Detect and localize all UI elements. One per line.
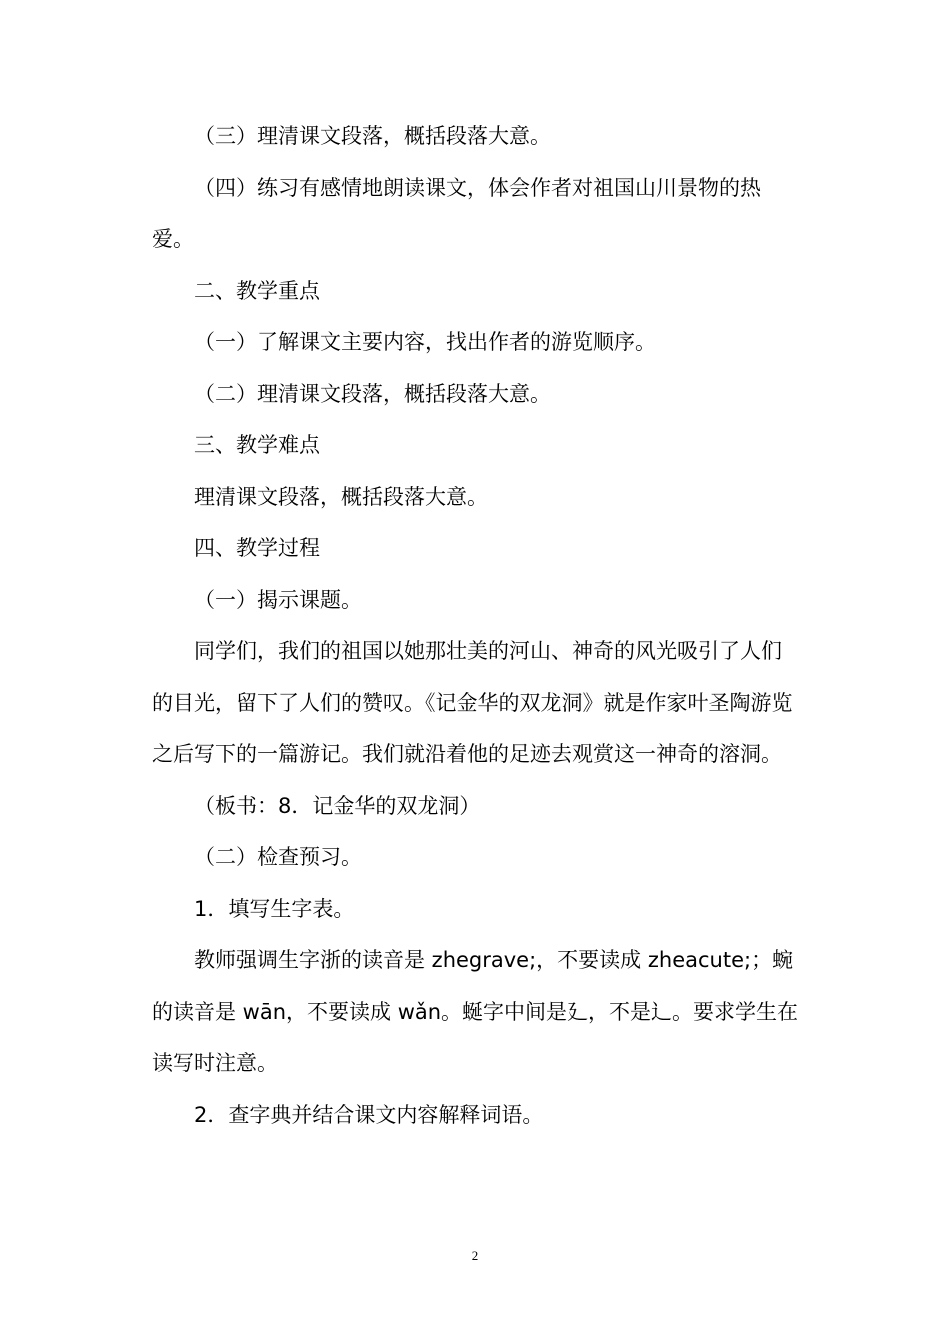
page-number: 2 xyxy=(471,1248,479,1263)
task-2: 2．查字典并结合课文内容解释词语。 xyxy=(194,1102,544,1127)
objective-3: （三）理清课文段落，概括段落大意。 xyxy=(194,124,551,148)
key-point-1: （一）了解课文主要内容，找出作者的游览顺序。 xyxy=(194,330,656,354)
blackboard-note: （板书：8．记金华的双龙洞） xyxy=(194,793,481,818)
difficulty-1: 理清课文段落，概括段落大意。 xyxy=(194,484,488,509)
process-step-2: （二）检查预习。 xyxy=(194,845,362,869)
intro-paragraph: 同学们，我们的祖国以她那壮美的河山、神奇的风光吸引了人们的目光，留下了人们的赞叹。《记金华的双龙洞》就是作家叶圣陶游览之后写下的一篇游记。我们就沿着他的足迹去观赏这一神奇的溶洞。 xyxy=(152,639,793,766)
pronunciation-note: 教师强调生字浙的读音是 zhegrave;，不要读成 zheacute;；蜿的读音是 wān，不要读成 wǎn。蜒字中间是廴，不是辶。要求学生在读写时注意。 xyxy=(152,948,799,1075)
section-heading-key-points: 二、教学重点 xyxy=(194,278,320,303)
process-step-1: （一）揭示课题。 xyxy=(194,587,362,612)
key-point-2: （二）理清课文段落，概括段落大意。 xyxy=(194,381,551,406)
task-1: 1．填写生字表。 xyxy=(194,896,355,921)
section-heading-difficulties: 三、教学难点 xyxy=(194,433,320,457)
document-body xyxy=(152,111,802,1141)
objective-4: （四）练习有感情地朗读课文，体会作者对祖国山川景物的热爱。 xyxy=(152,175,761,251)
section-heading-process: 四、教学过程 xyxy=(194,536,320,560)
